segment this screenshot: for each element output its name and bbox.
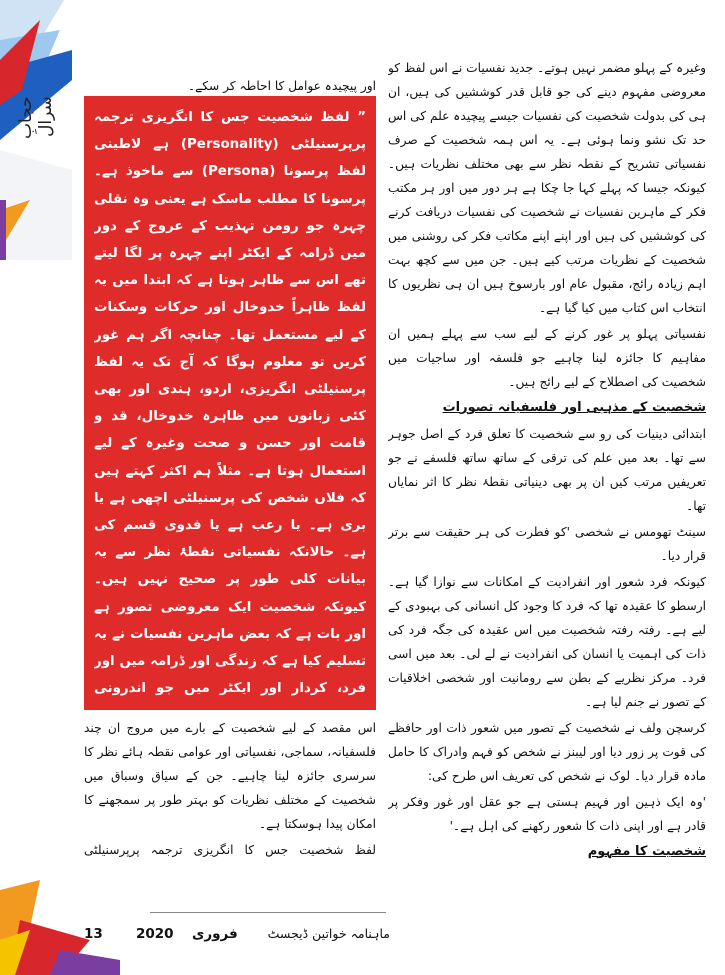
- paragraph: اس مقصد کے لیے شخصیت کے بارے میں مروج ان چند فلسفیانہ، سماجی، نفسیاتی اور عوامی نقطہ ہائے نظر کا سرسری جائزہ لینا چاہیے۔ جن کے سیاق وسباق میں شخصیت کے مختلف نظریات کو بہتر طور پر سمجھنے کا امکان پیدا ہوسکتا ہے۔: [84, 721, 376, 831]
- left-column-bottom: [84, 716, 376, 868]
- paragraph: سینٹ تھومس نے شخصی 'کو فطرت کی ہر حقیقت سے برتر قرار دیا۔: [388, 525, 706, 563]
- paragraph: کرسچن ولف نے شخصیت کے تصور میں شعور ذات اور حافظے کی قوت پر زور دیا اور لیبنز نے شخص کو فہم وادراک کا حامل مادہ قرار دیا۔ لوک نے شخص کی تعریف اس طرح کی:: [388, 721, 706, 783]
- page-footer: [84, 922, 390, 948]
- paragraph: کیونکہ فرد شعور اور انفرادیت کے امکانات سے نوازا گیا ہے۔ ارسطو کا عقیدہ تھا کہ فرد کا وجود کل انسانی کی بہبودی کے لیے ہے۔ رفتہ رفتہ شخصیت میں اس عقیدہ کی جگہ فرد کی ذات کی اہمیت یا انسان کی انفرادیت نے لے لی۔ بعد میں اسی فرد۔ مرکز نظریے کے بطن سے رومانیت اور شخصی اخلاقیات کے تصور نے جنم لیا ہے۔: [388, 575, 706, 709]
- issue-month: فروری: [192, 926, 238, 942]
- quoted-definition: 'وہ ایک ذہین اور فہیم ہستی ہے جو عقل اور غور وفکر پر قادر ہے اور اپنی ذات کا شعور رکھنے کی اہل ہے۔': [388, 795, 706, 833]
- side-decoration: [0, 0, 72, 260]
- pull-quote-text: ” لفظ شخصیت جس کا انگریزی ترجمہ پرپرسنیلٹی (Personality) ہے لاطینی لفظ پرسونا (Persona) سے ماخوذ ہے۔ پرسونا کا مطلب ماسک ہے یعنی وہ نقلی چہرہ جو رومن تہذیب کے عروج کے دور میں ڈرامہ کے ایکٹر اپنے چہرہ پر لگا لیتے تھے اس سے ظاہر ہوتا ہے کہ ابتدا میں یہ لفظ ظاہراً خدوخال اور حرکات وسکنات کے لیے مستعمل تھا۔ چنانچہ اگر ہم غور کریں تو معلوم ہوگا کہ آج تک یہ لفظ پرسنیلٹی انگریزی، اردو، ہندی اور بھی کئی زبانوں میں ظاہرہ خدوخال، قد و قامت اور حسن و صحت وغیرہ کے لیے استعمال ہوتا ہے۔ مثلاً ہم اکثر کہتے ہیں کہ فلاں شخص کی پرسنیلٹی اچھی ہے یا بری ہے۔ یا رعب ہے یا فدوی قسم کی ہے۔ حالانکہ نفسیاتی نقطۂ نظر سے یہ بیانات کلی طور پر صحیح نہیں ہیں۔ کیونکہ شخصیت ایک معروضی تصور ہے اور بات ہے کہ بعض ماہرین نفسیات نے یہ تسلیم کیا ہے کہ زندگی اور ڈرامہ میں اور فرد، کردار اور ایکٹر میں جو اندرونی: [94, 110, 366, 697]
- right-column: [388, 56, 706, 868]
- paragraph: ابتدائی دینیات کی رو سے شخصیت کا تعلق فرد کے اصل جوہر سے تھا۔ بعد میں علم کی ترقی کے ساتھ ساتھ فلسفے نے جو تعریفیں مرتب کیں ان پر بھی دینیاتی نقطۂ نظر کا اثر نمایاں تھا۔: [388, 427, 706, 513]
- section-label: حجابِ سرال: [16, 96, 56, 139]
- magazine-name: ماہنامہ خواتین ڈیجسٹ: [267, 926, 390, 941]
- paragraph: وغیرہ کے پہلو مضمر نہیں ہوتے۔ جدید نفسیات نے اس لفظ کو معروضی مفہوم دینے کی جو قابل قدر کوششیں کی ہیں، ان ہی کی بدولت شخصیت کی نفسیات جیسے پیچیدہ علم کی اس حد تک نشو ونما ہوئی ہے۔ یہ اس ہمہ شخصیت کے صرف نفسیاتی تشریح کے نقطہ نظر سے بھی مختلف نظریات ہیں۔ کیونکہ جیسا کہ پہلے کہا جا چکا ہے ہر دور میں اور ہر مکتب فکر کے ماہرین نفسیات نے شخصیت کی نفسیات دریافت کرنے کی کوششیں کی ہیں اور اپنے اپنے مکاتب فکر کی روشنی میں شخصیت کے نظریات مرتب کیے ہیں۔ جن میں سے کچھ بہت اہم زیادہ رائج، مقبول عام اور بارسوخ ہیں ان ہی نظریوں کا انتخاب اس کتاب میں کیا گیا ہے۔: [388, 61, 706, 315]
- paragraph: نفسیاتی پہلو پر غور کرنے کے لیے سب سے پہلے ہمیں ان مفاہیم کا جائزہ لینا چاہیے جو فلسفہ اور ساجیات میں شخصیت کی اصطلاح کے لیے رائج ہیں۔: [388, 327, 706, 389]
- pull-quote-box: [84, 96, 376, 710]
- section-heading-concepts: شخصیت کے مذہبی اور فلسفیانہ تصورات: [442, 400, 706, 415]
- issue-year: 2020: [136, 926, 174, 942]
- page-number: 13: [84, 926, 103, 942]
- section-heading-meaning: شخصیت کا مفہوم: [587, 844, 706, 859]
- left-column-top: [84, 74, 376, 98]
- paragraph: لفظ شخصیت جس کا انگریزی ترجمہ پرپرسنیلٹی: [84, 843, 376, 857]
- paragraph: [388, 866, 706, 868]
- footer-divider: [150, 912, 386, 913]
- paragraph: اور پیچیدہ عوامل کا احاطہ کر سکے۔: [187, 79, 376, 93]
